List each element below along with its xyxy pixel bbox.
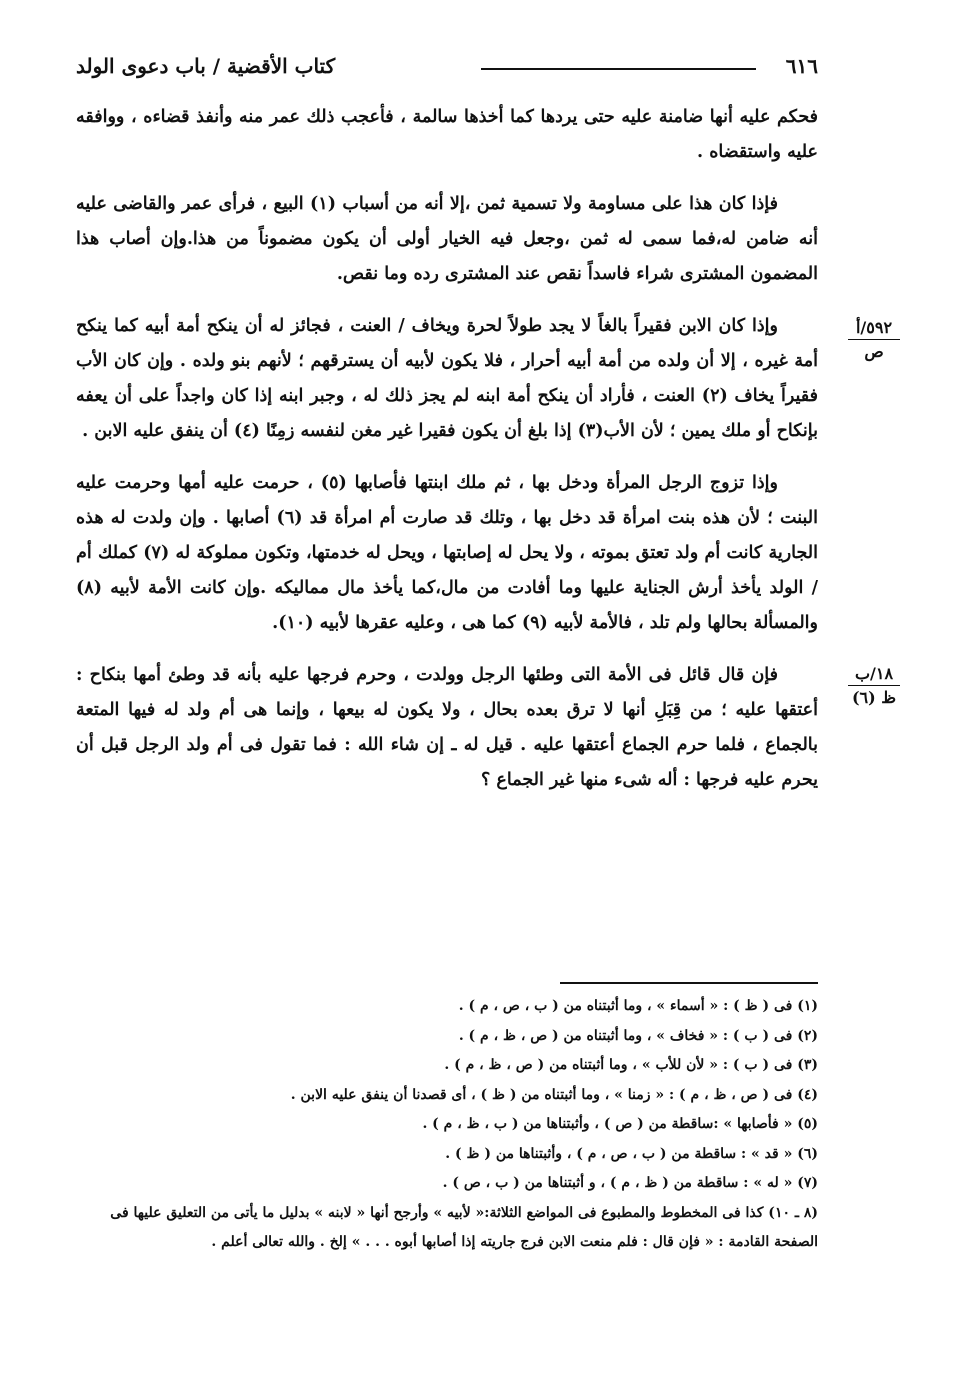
margin-note-divider <box>848 339 900 340</box>
footnote: (٥) « فأصابها » :ساقطة من ( ص ) ، وأثبتناها من ( ب ، ظ ، م ) . <box>422 1116 818 1132</box>
footnote: (٣) فى ( ب ) : « لأن للأب » ، وما أثبتناه من ( ص ، ظ ، م ) . <box>444 1057 818 1073</box>
margin-note-siglum: ص <box>864 342 884 361</box>
footnote: (٧) « له » : ساقطة من ( ظ ، م ) ، و أثبتناها من ( ب ، ص ) . <box>442 1175 818 1191</box>
footnote: (١) فى ( ظ ) : « أسماء » ، وما أثبتناه من ( ب ، ص ، م ) . <box>458 998 818 1014</box>
header-rule <box>481 68 756 70</box>
margin-note-folio: ١٨/ب <box>854 664 894 683</box>
running-title: كتاب الأقضية / باب دعوى الولد <box>76 54 336 78</box>
paragraph: فحكم عليه أنها ضامنة عليه حتى يردها كما أخذها سالمة ، فأعجب ذلك عمر منه وأنفذ قضاءه ، ووافقه عليه واستقضاه . <box>76 107 818 162</box>
page-number: ٦١٦ <box>785 54 818 78</box>
footnote: (٢) فى ( ب ) : « فخاف » ، وما أثبتناه من ( ص ، ظ ، م ) . <box>458 1027 818 1044</box>
paragraph: وإذا كان الابن فقيراً بالغاً لا يجد طولاً لحرة ويخاف / العنت ، فجائز له أن ينكح أمة أبيه كما ينكح أمة غيره ، إلا أن ولده من أمة أبيه أحرار ، فلا يكون لأبيه أن يسترقهم ؛ لأنهم بنو ولده . وإن كان الأب فقيراً يخاف (٢) العنت ، فأراد أن ينكح أمة ابنه لم يجز ذلك له ، وجبر ابنه إذا كان واجداً على أن يعفه بإنكاح أو ملك يمين ؛ لأن الأب(٣) إذا بلغ أن يكون فقيرا غير مغن لنفسه زمِنًا (٤) أن ينفق عليه الابن . <box>76 316 818 441</box>
margin-note-siglum: ظ (٦) <box>851 688 897 707</box>
margin-note-divider <box>848 685 900 686</box>
margin-note-manuscript-ref <box>848 664 900 707</box>
paragraph: فإذا كان هذا على مساومة ولا تسمية ثمن ،إلا أنه من أسباب (١) البيع ، فرأى عمر والقاضى عليه أنه ضامن له،فما سمى له ثمن ،وجعل فيه الخيار أولى أن يكون مضموناً من هذا.وإن أصاب هذا المضمون المشترى شراء فاسداً نقص عند المشترى رده وما نقص. <box>76 194 818 284</box>
margin-note-manuscript-ref <box>848 318 900 361</box>
footnote: (٦) « قد » : ساقطة من ( ب ، ص ، م ) ، وأثبتناها من ( ظ ) . <box>445 1145 818 1162</box>
margin-note-folio: ٥٩٢/أ <box>855 318 893 337</box>
footnote: (٤) فى ( ص ، ظ ، م ) : « زمنا » ، وما أثبتناه من ( ظ ) ، أى قصدنا أن ينفق عليه الابن . <box>290 1086 818 1103</box>
footnotes <box>76 992 818 1258</box>
footnote-separator <box>560 982 818 984</box>
main-text <box>76 100 818 815</box>
paragraph: وإذا تزوج الرجل المرأة ودخل بها ، ثم ملك ابنتها فأصابها (٥) ، حرمت عليه أمها وحرمت عليه البنت ؛ لأن هذه بنت امرأة قد دخل بها ، وتلك قد صارت أم امرأة قد (٦) أصابها . وإن ولدت له هذه الجارية كانت أم ولد تعتق بموته ، ولا يحل له إصابتها ، ويحل له خدمتها، وتكون مملوكة له (٧) كملك أم / الولد يأخذ أرش الجناية عليها وما أفادت من مال،كما يأخذ مال مماليكه .وإن كانت الأمة لأبيه (٨) والمسألة بحالها ولم تلد ، فالأمة لأبيه (٩) كما هى ، وعليه عقرها لأبيه (١٠). <box>76 473 819 633</box>
page-header <box>76 52 818 86</box>
footnote: (٨ ـ ١٠) كذا فى المخطوط والمطبوع فى المواضع الثلاثة:« لأبيه » وأرجح أنها « لابنه » بدليل ما يأتى من التعليق عليها فى الصفحة القادمة : « فإن قال : فلم منعت الابن فرج جاريته إذا أصابها أبوه . . . » إلخ . والله تعالى أعلم . <box>110 1204 818 1250</box>
paragraph: فإن قال قائل فى الأمة التى وطئها الرجل وولدت ، وحرم فرجها عليه بأنه قد وطئ أمها بنكاح : أعتقها عليه ؛ من قِبَلِ أنها لا ترق بعده بحال ، ولا يكون له بيعها ، وإنما هى أم ولد له فيها المتعة بالجماع ، فلما حرم الجماع أعتقها عليه . قيل له ـ إن شاء الله : فما تقول فى أم ولد الرجل قبل أن يحرم عليه فرجها : أله شىء منها غير الجماع ؟ <box>76 665 818 790</box>
